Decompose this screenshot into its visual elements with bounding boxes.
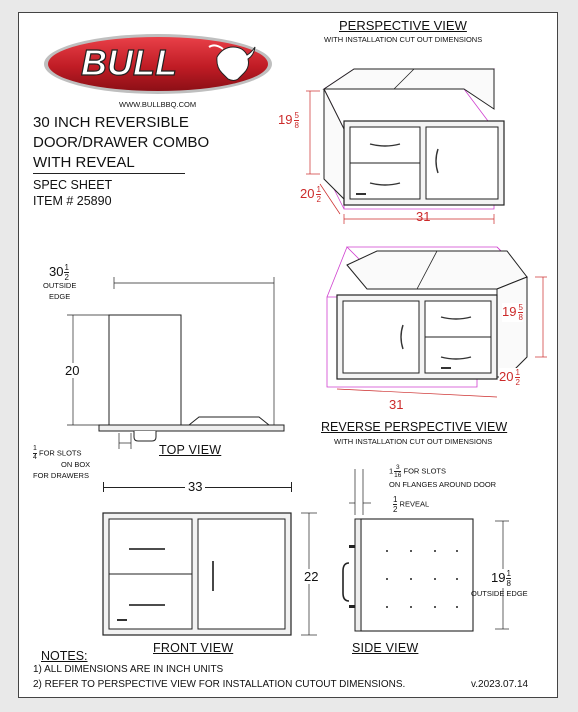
top-overall-note2: EDGE bbox=[49, 292, 71, 301]
title-divider bbox=[33, 173, 185, 174]
front-view-drawing bbox=[99, 509, 319, 639]
spec-sheet-label: SPEC SHEET bbox=[33, 178, 113, 192]
front-width-dimension: 33 bbox=[185, 479, 205, 494]
side-reveal-dimension: $\frac{1}{2}$ REVEAL bbox=[393, 495, 430, 514]
perspective-view-title: PERSPECTIVE VIEW bbox=[339, 18, 467, 33]
top-view-drawing bbox=[59, 263, 299, 453]
side-slot-note2: ON FLANGES AROUND DOOR bbox=[389, 480, 497, 489]
perspective-width-dimension: 31 bbox=[416, 209, 431, 224]
top-overall-dimension: 30 $\frac{1}{2}$ bbox=[49, 263, 69, 282]
top-slot-note3: FOR DRAWERS bbox=[33, 471, 89, 480]
side-slot-dimension: 1 $\frac{3}{16}$ FOR SLOTS bbox=[389, 464, 447, 479]
reverse-width-dimension: 31 bbox=[389, 397, 404, 412]
note-2: 2) REFER TO PERSPECTIVE VIEW FOR INSTALLATION CUTOUT DIMENSIONS. bbox=[33, 679, 406, 690]
product-title-line1: 30 INCH REVERSIBLE bbox=[33, 114, 189, 131]
version-label: v.2023.07.14 bbox=[471, 679, 529, 690]
reverse-height-dimension: 19 $\frac{5}{8}$ bbox=[502, 303, 523, 322]
reverse-perspective-drawing bbox=[307, 237, 547, 417]
top-slot-note2: ON BOX bbox=[61, 460, 91, 469]
perspective-height-dimension: 19 $\frac{5}{8}$ bbox=[278, 111, 299, 130]
spec-sheet bbox=[18, 12, 558, 698]
top-depth-dimension: 20 bbox=[65, 363, 80, 378]
side-view-drawing bbox=[327, 467, 527, 642]
notes-title: NOTES: bbox=[41, 649, 88, 663]
front-view-label: FRONT VIEW bbox=[153, 641, 234, 655]
reverse-perspective-title: REVERSE PERSPECTIVE VIEW bbox=[321, 420, 508, 434]
side-view-label: SIDE VIEW bbox=[352, 641, 419, 655]
product-title-line3: WITH REVEAL bbox=[33, 154, 135, 171]
front-width-tick-left bbox=[103, 482, 104, 492]
perspective-view-subtitle: WITH INSTALLATION CUT OUT DIMENSIONS bbox=[324, 35, 483, 44]
front-width-tick-right bbox=[291, 482, 292, 492]
front-height-dimension: 22 bbox=[304, 569, 319, 584]
reverse-perspective-subtitle: WITH INSTALLATION CUT OUT DIMENSIONS bbox=[334, 437, 493, 446]
reverse-depth-dimension: 20 $\frac{1}{2}$ bbox=[499, 368, 520, 387]
top-slot-dimension: $\frac{1}{4}$ FOR SLOTS bbox=[33, 445, 82, 461]
perspective-depth-dimension: 20 $\frac{1}{2}$ bbox=[300, 185, 321, 204]
side-height-dimension: 19 $\frac{1}{8}$ bbox=[491, 569, 511, 588]
product-title-line2: DOOR/DRAWER COMBO bbox=[33, 134, 210, 151]
website-text: WWW.BULLBBQ.COM bbox=[119, 100, 197, 109]
top-view-label: TOP VIEW bbox=[159, 443, 222, 457]
logo-text: BULL bbox=[81, 42, 177, 83]
top-overall-note1: OUTSIDE bbox=[43, 281, 77, 290]
side-height-note: OUTSIDE EDGE bbox=[471, 589, 528, 598]
note-1: 1) ALL DIMENSIONS ARE IN INCH UNITS bbox=[33, 664, 224, 675]
item-number: ITEM # 25890 bbox=[33, 194, 112, 208]
bull-logo bbox=[41, 31, 275, 97]
